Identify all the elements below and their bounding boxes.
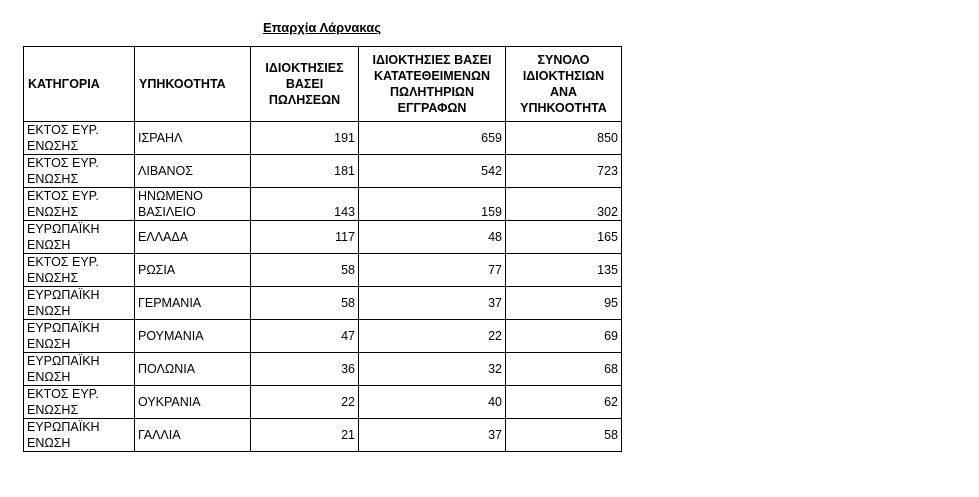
total-cell: 135 [506, 254, 622, 287]
nationality-cell: ΓΑΛΛΙΑ [135, 419, 251, 452]
sales-cell: 58 [251, 254, 359, 287]
table-row [24, 386, 622, 419]
table-row [24, 353, 622, 386]
table-row [24, 122, 622, 155]
table-row [24, 221, 622, 254]
sales-cell: 47 [251, 320, 359, 353]
nationality-cell: ΠΟΛΩΝΙΑ [135, 353, 251, 386]
deposited-cell: 77 [359, 254, 506, 287]
nationality-cell: ΡΩΣΙΑ [135, 254, 251, 287]
total-cell: 302 [506, 188, 622, 221]
nationality-cell: ΕΛΛΑΔΑ [135, 221, 251, 254]
sales-cell: 21 [251, 419, 359, 452]
total-cell: 58 [506, 419, 622, 452]
table-row [24, 320, 622, 353]
category-cell: ΕΥΡΩΠΑΪΚΗ ΕΝΩΣΗ [24, 320, 135, 353]
category-cell: ΕΥΡΩΠΑΪΚΗ ΕΝΩΣΗ [24, 221, 135, 254]
nationality-cell: ΓΕΡΜΑΝΙΑ [135, 287, 251, 320]
total-cell: 850 [506, 122, 622, 155]
nationality-cell: ΙΣΡΑΗΛ [135, 122, 251, 155]
category-cell: ΕΚΤΟΣ ΕΥΡ. ΕΝΩΣΗΣ [24, 386, 135, 419]
sales-cell: 22 [251, 386, 359, 419]
sales-cell: 58 [251, 287, 359, 320]
table-row [24, 254, 622, 287]
header-nationality: ΥΠΗΚΟΟΤΗΤΑ [135, 47, 251, 122]
nationality-cell: ΡΟΥΜΑΝΙΑ [135, 320, 251, 353]
sales-cell: 181 [251, 155, 359, 188]
category-cell: ΕΚΤΟΣ ΕΥΡ. ΕΝΩΣΗΣ [24, 254, 135, 287]
table-row [24, 155, 622, 188]
table-row [24, 419, 622, 452]
total-cell: 723 [506, 155, 622, 188]
sales-cell: 143 [251, 188, 359, 221]
table-row [24, 188, 622, 221]
category-cell: ΕΥΡΩΠΑΪΚΗ ΕΝΩΣΗ [24, 287, 135, 320]
sales-cell: 36 [251, 353, 359, 386]
category-cell: ΕΥΡΩΠΑΪΚΗ ΕΝΩΣΗ [24, 419, 135, 452]
sales-cell: 117 [251, 221, 359, 254]
deposited-cell: 48 [359, 221, 506, 254]
total-cell: 69 [506, 320, 622, 353]
table-row [24, 287, 622, 320]
deposited-cell: 542 [359, 155, 506, 188]
total-cell: 165 [506, 221, 622, 254]
sales-cell: 191 [251, 122, 359, 155]
nationality-cell: ΟΥΚΡΑΝΙΑ [135, 386, 251, 419]
header-row [24, 47, 622, 122]
deposited-cell: 32 [359, 353, 506, 386]
category-cell: ΕΥΡΩΠΑΪΚΗ ΕΝΩΣΗ [24, 353, 135, 386]
deposited-cell: 37 [359, 287, 506, 320]
total-cell: 95 [506, 287, 622, 320]
deposited-cell: 22 [359, 320, 506, 353]
deposited-cell: 659 [359, 122, 506, 155]
header-category: ΚΑΤΗΓΟΡΙΑ [24, 47, 135, 122]
category-cell: ΕΚΤΟΣ ΕΥΡ. ΕΝΩΣΗΣ [24, 122, 135, 155]
total-cell: 62 [506, 386, 622, 419]
nationality-cell: ΗΝΩΜΕΝΟ ΒΑΣΙΛΕΙΟ [135, 188, 251, 221]
category-cell: ΕΚΤΟΣ ΕΥΡ. ΕΝΩΣΗΣ [24, 188, 135, 221]
deposited-cell: 159 [359, 188, 506, 221]
page-title: Επαρχία Λάρνακας [262, 20, 381, 35]
header-total: ΣΥΝΟΛΟ ΙΔΙΟΚΤΗΣΙΩΝ ΑΝΑ ΥΠΗΚΟΟΤΗΤΑ [506, 47, 622, 122]
header-by-sales: ΙΔΙΟΚΤΗΣΙΕΣ ΒΑΣΕΙ ΠΩΛΗΣΕΩΝ [251, 47, 359, 122]
header-by-deposited-contracts: ΙΔΙΟΚΤΗΣΙΕΣ ΒΑΣΕΙ ΚΑΤΑΤΕΘΕΙΜΕΝΩΝ ΠΩΛΗΤΗΡΙΩΝ ΕΓΓΡΑΦΩΝ [359, 47, 506, 122]
nationality-cell: ΛΙΒΑΝΟΣ [135, 155, 251, 188]
total-cell: 68 [506, 353, 622, 386]
category-cell: ΕΚΤΟΣ ΕΥΡ. ΕΝΩΣΗΣ [24, 155, 135, 188]
deposited-cell: 37 [359, 419, 506, 452]
deposited-cell: 40 [359, 386, 506, 419]
ownership-table [23, 46, 622, 452]
